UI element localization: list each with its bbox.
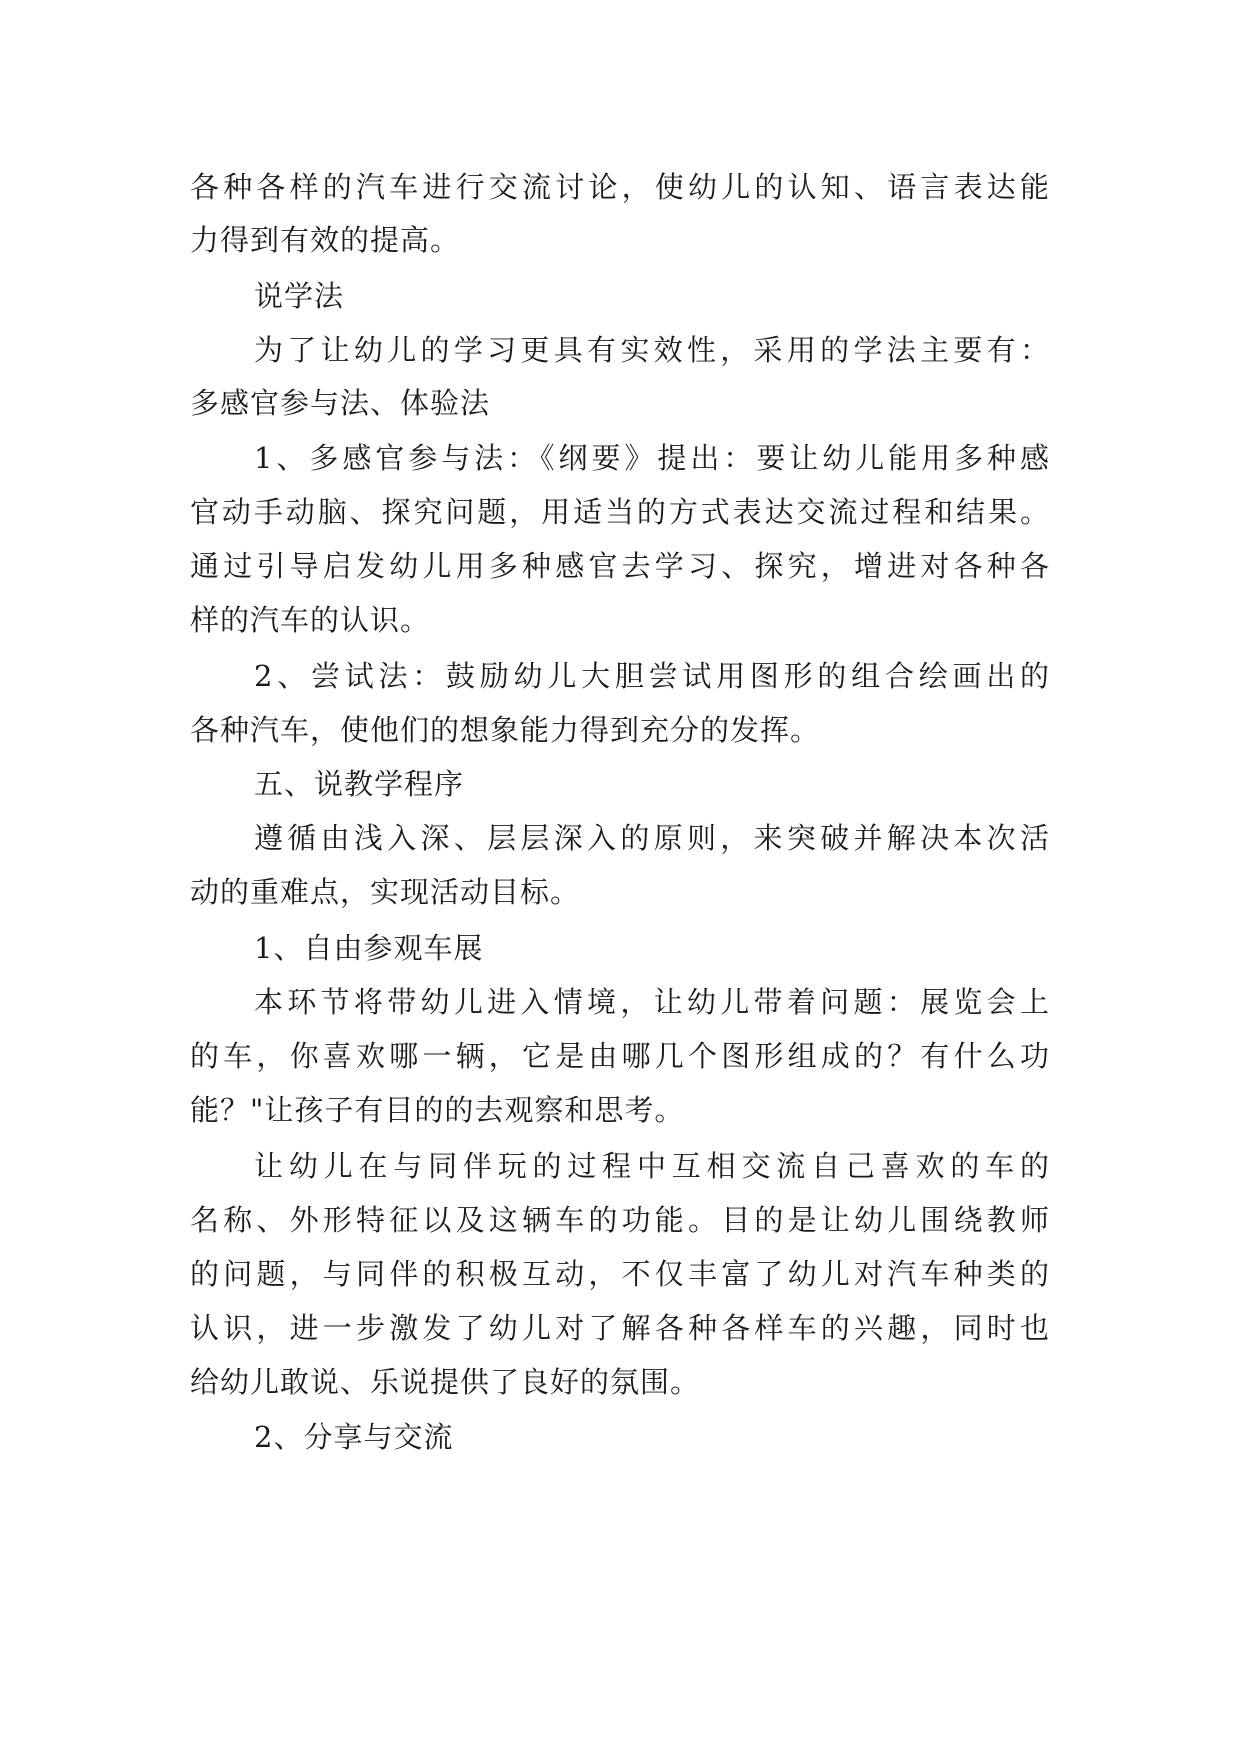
text-line: 的车，你喜欢哪一辆，它是由哪几个图形组成的？有什么功: [190, 1039, 1050, 1073]
text-line: 遵循由浅入深、层层深入的原则，来突破并解决本次活: [254, 821, 1050, 855]
text-line: 让幼儿在与同伴玩的过程中互相交流自己喜欢的车的: [254, 1149, 1050, 1183]
section-heading: 说学法: [254, 279, 345, 313]
text-line: 1、多感官参与法：《纲要》提出：要让幼儿能用多种感: [254, 441, 1050, 475]
text-line: 2、尝试法：鼓励幼儿大胆尝试用图形的组合绘画出的: [254, 659, 1050, 693]
text-line: 各种汽车，使他们的想象能力得到充分的发挥。: [190, 713, 821, 747]
text-line: 认识，进一步激发了幼儿对了解各种各样车的兴趣，同时也: [190, 1311, 1050, 1345]
text-line: 多感官参与法、体验法: [190, 386, 491, 420]
text-line: 各种各样的汽车进行交流讨论，使幼儿的认知、语言表达能: [190, 170, 1050, 204]
text-line: 为了让幼儿的学习更具有实效性，采用的学法主要有：: [254, 333, 1050, 367]
text-line: 的问题，与同伴的积极互动，不仅丰富了幼儿对汽车种类的: [190, 1257, 1050, 1291]
text-line: 能？"让孩子有目的的去观察和思考。: [190, 1093, 685, 1127]
text-line: 给幼儿敢说、乐说提供了良好的氛围。: [190, 1365, 701, 1399]
text-line: 官动手动脑、探究问题，用适当的方式表达交流过程和结果。: [190, 495, 1050, 529]
text-line: 动的重难点，实现活动目标。: [190, 875, 581, 909]
section-heading: 五、说教学程序: [254, 767, 465, 801]
text-line: 力得到有效的提高。: [190, 223, 461, 257]
section-heading: 2、分享与交流: [254, 1420, 454, 1454]
text-line: 通过引导启发幼儿用多种感官去学习、探究，增进对各种各: [190, 549, 1050, 583]
section-heading: 1、自由参观车展: [254, 931, 484, 965]
text-line: 样的汽车的认识。: [190, 603, 431, 637]
text-line: 名称、外形特征以及这辆车的功能。目的是让幼儿围绕教师: [190, 1203, 1050, 1237]
text-line: 本环节将带幼儿进入情境，让幼儿带着问题：展览会上: [254, 985, 1050, 1019]
